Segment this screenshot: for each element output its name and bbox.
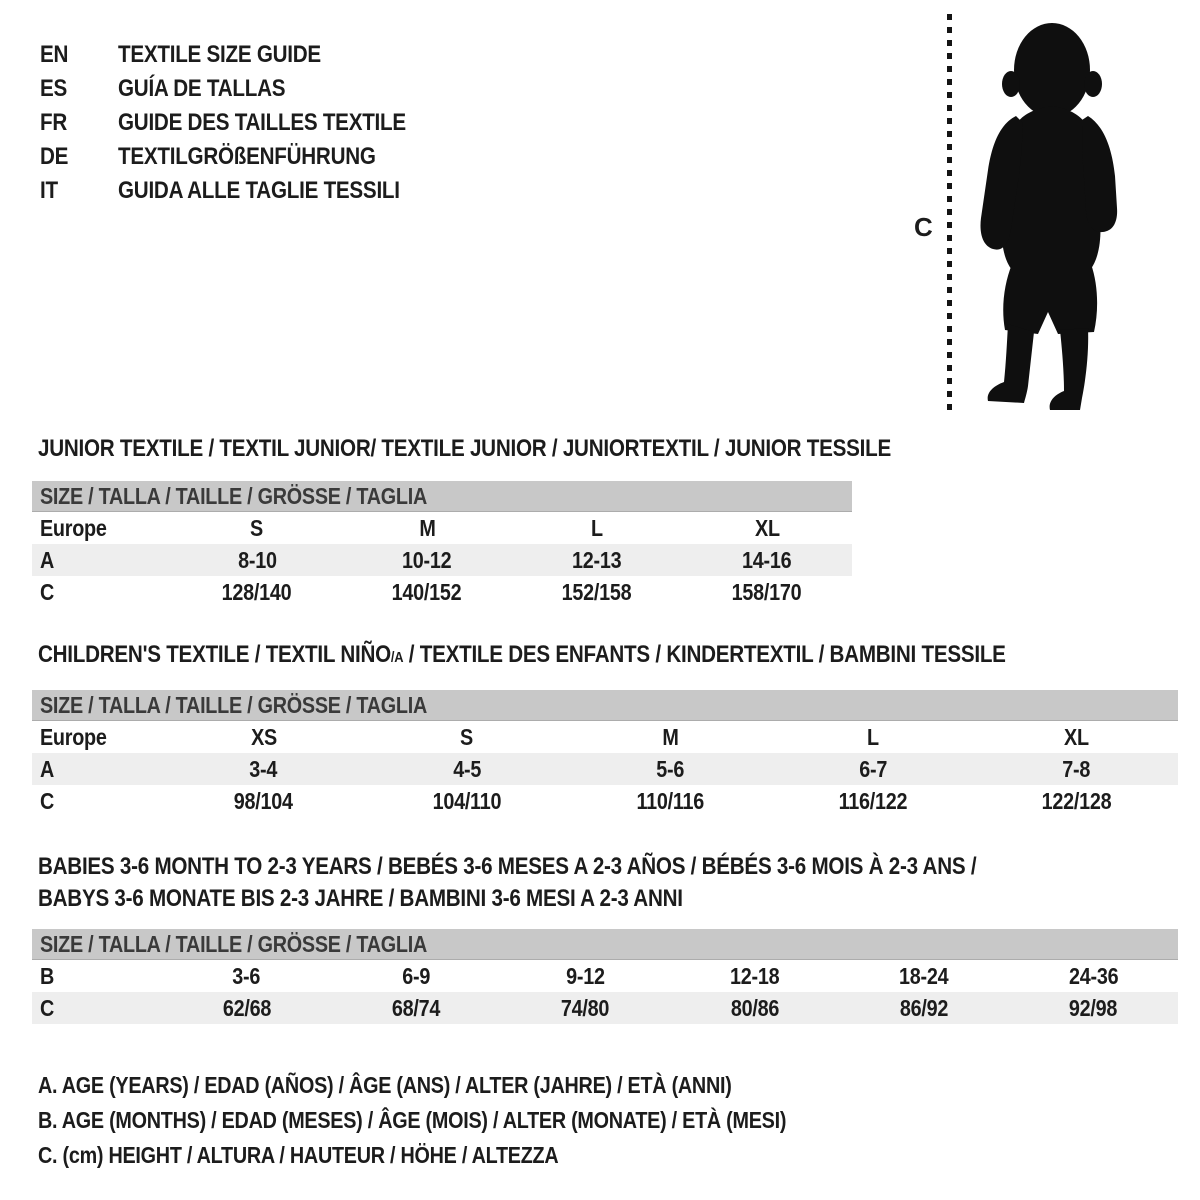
junior-section-title-text: JUNIOR TEXTILE / TEXTIL JUNIOR/ TEXTILE JUNIOR / JUNIORTEXTIL / JUNIOR TESSILE xyxy=(38,435,891,462)
height-cell: 62/68 xyxy=(222,995,271,1021)
height-measure-label: C xyxy=(914,212,933,242)
age-cell: 14-16 xyxy=(742,547,792,573)
language-row-it xyxy=(40,174,453,208)
size-cell: XL xyxy=(754,515,780,541)
children-size-table xyxy=(32,690,1178,817)
height-cell: 68/74 xyxy=(391,995,441,1021)
height-cell: 152/158 xyxy=(562,579,632,605)
junior-row-age xyxy=(32,544,852,576)
age-cell: 8-10 xyxy=(237,547,277,573)
language-row-es xyxy=(40,72,453,106)
language-code: EN xyxy=(40,41,69,68)
months-cell: 18-24 xyxy=(899,963,949,989)
row-label-cell: B xyxy=(40,963,55,989)
age-cell: 7-8 xyxy=(1062,756,1091,782)
legend-line-c: C. (cm) HEIGHT / ALTURA / HAUTEUR / HÖHE / ALTEZZA xyxy=(38,1142,559,1168)
babies-row-height xyxy=(32,992,1178,1024)
height-cell: 98/104 xyxy=(234,788,294,814)
guide-title-de: TEXTILGRÖßENFÜHRUNG xyxy=(118,143,376,170)
size-cell: XS xyxy=(250,724,277,750)
guide-title-it: GUIDA ALLE TAGLIE TESSILI xyxy=(118,177,400,204)
guide-title-es: GUÍA DE TALLAS xyxy=(118,75,286,102)
row-label-cell: C xyxy=(40,579,55,605)
height-cell: 158/170 xyxy=(732,579,802,605)
months-cell: 3-6 xyxy=(232,963,261,989)
language-row-fr xyxy=(40,106,453,140)
row-label-cell: Europe xyxy=(40,515,107,541)
age-cell: 5-6 xyxy=(656,756,684,782)
junior-row-height xyxy=(32,576,852,608)
size-cell: L xyxy=(867,724,880,750)
babies-table-header-bar xyxy=(32,929,1178,960)
age-cell: 12-13 xyxy=(572,547,622,573)
size-cell: M xyxy=(661,724,679,750)
children-table-header-bar xyxy=(32,690,1178,721)
children-section-title-text: CHILDREN'S TEXTILE / TEXTIL NIÑO/A / TEXTILE DES ENFANTS / KINDERTEXTIL / BAMBINI TESSILE xyxy=(38,641,1006,668)
age-cell: 10-12 xyxy=(402,547,452,573)
guide-title-fr: GUIDE DES TAILLES TEXTILE xyxy=(118,109,406,136)
legend-line-b: B. AGE (MONTHS) / EDAD (MESES) / ÂGE (MOIS) / ALTER (MONATE) / ETÀ (MESI) xyxy=(38,1107,787,1133)
row-label-cell: C xyxy=(40,995,55,1021)
size-header-label: SIZE / TALLA / TAILLE / GRÖSSE / TAGLIA xyxy=(40,483,427,509)
junior-section-title xyxy=(38,436,1030,462)
months-cell: 24-36 xyxy=(1068,963,1118,989)
junior-row-europe xyxy=(32,512,852,544)
height-measure-dashed-line xyxy=(947,14,952,416)
height-cell: 128/140 xyxy=(222,579,292,605)
months-cell: 6-9 xyxy=(402,963,430,989)
row-label-cell: A xyxy=(40,547,55,573)
size-cell: S xyxy=(460,724,474,750)
legend xyxy=(38,1068,908,1173)
age-cell: 6-7 xyxy=(859,756,888,782)
junior-table-header-bar xyxy=(32,481,852,512)
language-title-block xyxy=(40,38,453,208)
height-cell: 80/86 xyxy=(730,995,779,1021)
babies-title-line1: BABIES 3-6 MONTH TO 2-3 YEARS / BEBÉS 3-6 MESES A 2-3 AÑOS / BÉBÉS 3-6 MOIS À 2-3 ANS / xyxy=(38,853,977,880)
height-cell: 86/92 xyxy=(899,995,949,1021)
language-code: ES xyxy=(40,75,68,102)
junior-size-table xyxy=(32,481,852,608)
children-row-europe xyxy=(32,721,1178,753)
size-cell: S xyxy=(250,515,264,541)
age-cell: 3-4 xyxy=(249,756,278,782)
babies-row-months xyxy=(32,960,1178,992)
children-row-height xyxy=(32,785,1178,817)
months-cell: 9-12 xyxy=(566,963,605,989)
legend-line-a: A. AGE (YEARS) / EDAD (AÑOS) / ÂGE (ANS) / ALTER (JAHRE) / ETÀ (ANNI) xyxy=(38,1072,732,1098)
language-row-en xyxy=(40,38,453,72)
size-header-label: SIZE / TALLA / TAILLE / GRÖSSE / TAGLIA xyxy=(40,931,427,957)
babies-section-title xyxy=(38,851,1129,915)
size-header-label: SIZE / TALLA / TAILLE / GRÖSSE / TAGLIA xyxy=(40,692,427,718)
size-cell: XL xyxy=(1064,724,1089,750)
size-cell: M xyxy=(418,515,436,541)
guide-title-en: TEXTILE SIZE GUIDE xyxy=(118,41,321,68)
language-row-de xyxy=(40,140,453,174)
height-cell: 74/80 xyxy=(561,995,610,1021)
months-cell: 12-18 xyxy=(729,963,780,989)
height-cell: 92/98 xyxy=(1069,995,1118,1021)
height-cell: 104/110 xyxy=(432,788,502,814)
height-cell: 140/152 xyxy=(392,579,462,605)
toddler-silhouette-icon xyxy=(966,18,1136,418)
babies-size-table xyxy=(32,929,1178,1024)
row-label-cell: A xyxy=(40,756,55,782)
height-cell: 116/122 xyxy=(838,788,908,814)
babies-title-line2: BABYS 3-6 MONATE BIS 2-3 JAHRE / BAMBINI 3-6 MESI A 2-3 ANNI xyxy=(38,885,683,912)
size-cell: L xyxy=(591,515,603,541)
nino-a-subscript: /A xyxy=(390,649,404,666)
row-label-cell: C xyxy=(40,788,55,814)
language-code: FR xyxy=(40,109,68,136)
language-code: IT xyxy=(40,177,58,204)
row-label-cell: Europe xyxy=(40,724,107,750)
height-cell: 110/116 xyxy=(636,788,704,814)
children-row-age xyxy=(32,753,1178,785)
age-cell: 4-5 xyxy=(452,756,481,782)
height-cell: 122/128 xyxy=(1041,788,1112,814)
language-code: DE xyxy=(40,143,69,170)
children-section-title xyxy=(38,642,1163,671)
